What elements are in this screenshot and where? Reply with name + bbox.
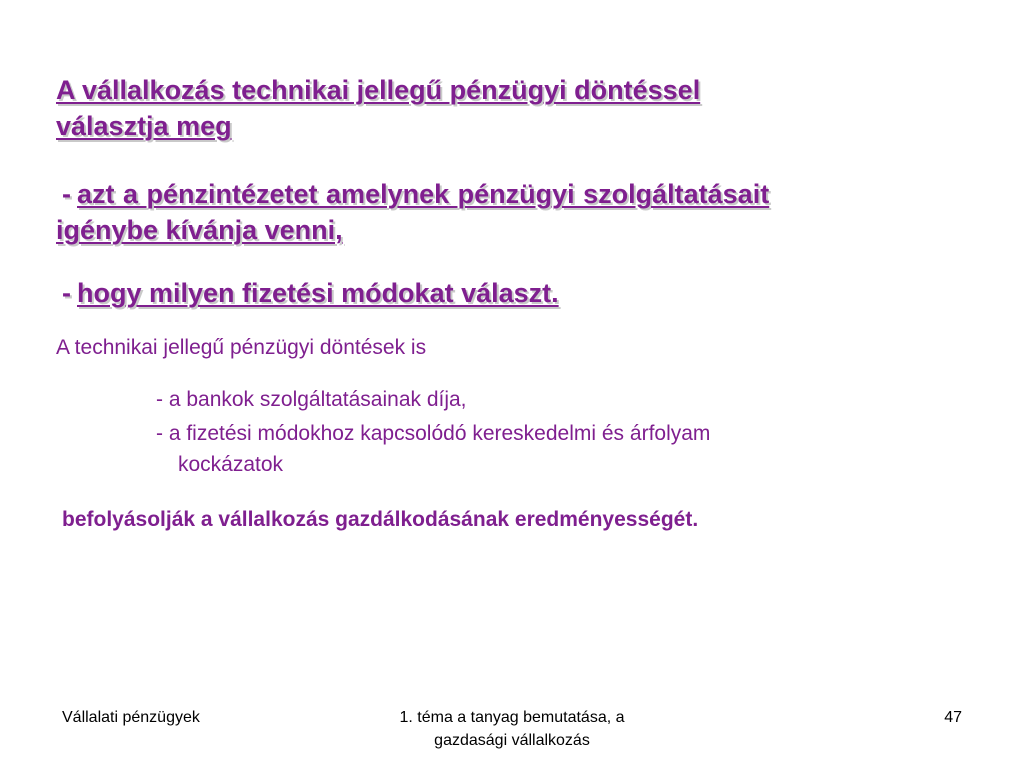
bullet-2-text: hogy milyen fizetési módokat választ. <box>77 278 559 308</box>
footer-topic <box>352 706 672 752</box>
bullet-1-line-2 <box>56 212 343 248</box>
list-item-bank-fees: - a bankok szolgáltatásainak díja, <box>156 388 467 411</box>
slide-heading <box>56 72 700 144</box>
bullet-2 <box>62 275 559 311</box>
footer-topic-line-1: 1. téma a tanyag bemutatása, a <box>399 709 625 726</box>
bullet-1-text-1: azt a pénzintézetet amelynek pénzügyi szolgáltatásait <box>77 179 770 209</box>
intro-text: A technikai jellegű pénzügyi döntések is <box>56 336 427 359</box>
heading-line-1: A vállalkozás technikai jellegű pénzügyi döntéssel <box>56 75 701 105</box>
conclusion-text: befolyásolják a vállalkozás gazdálkodásának eredményességét. <box>62 508 699 531</box>
bullet-2-dash: - <box>62 278 71 308</box>
list-item-risks: - a fizetési módokhoz kapcsolódó kereskedelmi és árfolyam <box>156 422 711 445</box>
page-number: 47 <box>944 709 962 726</box>
footer-topic-line-2: gazdasági vállalkozás <box>434 732 590 749</box>
bullet-1-text-2: igénybe kívánja venni, <box>56 215 343 245</box>
bullet-1-line-1 <box>62 176 769 212</box>
list-item-risks-continued: kockázatok <box>178 453 284 476</box>
footer-course-title: Vállalati pénzügyek <box>62 709 200 726</box>
bullet-1-dash: - <box>62 179 71 209</box>
heading-line-2: választja meg <box>56 111 232 141</box>
